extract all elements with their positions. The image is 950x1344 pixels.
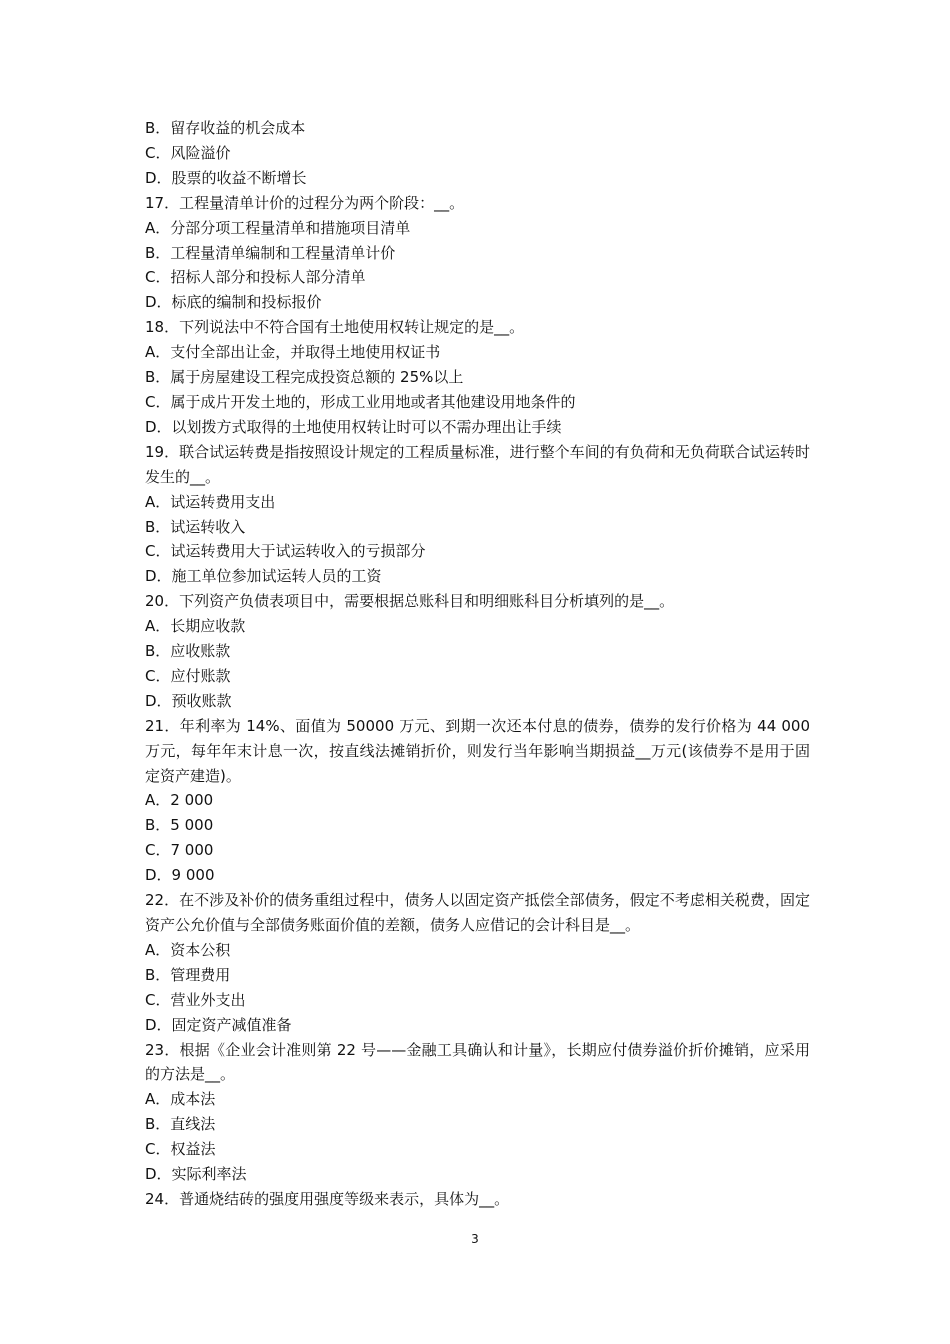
option-line: D．标底的编制和投标报价 xyxy=(145,293,322,312)
option-line: B．工程量清单编制和工程量清单计价 xyxy=(145,243,396,262)
option-line: C．7 000 xyxy=(145,841,214,860)
question-line: 23．根据《企业会计准则第 22 号——金融工具确认和计量》，长期应付债券溢价折价摊销，应采用的方法是__。 xyxy=(145,1040,810,1084)
page-body xyxy=(145,116,810,1212)
option-line: D．预收账款 xyxy=(145,691,232,710)
question-line: 18．下列说法中不符合国有土地使用权转让规定的是__。 xyxy=(145,318,525,337)
option-line: C．属于成片开发土地的，形成工业用地或者其他建设用地条件的 xyxy=(145,392,576,411)
option-line: B．留存收益的机会成本 xyxy=(145,119,306,137)
option-line: A．支付全部出让金，并取得土地使用权证书 xyxy=(145,343,441,362)
option-line: B．应收账款 xyxy=(145,642,231,661)
option-line: B．5 000 xyxy=(145,816,214,835)
option-line: B．属于房屋建设工程完成投资总额的 25%以上 xyxy=(145,368,464,387)
option-line: B．直线法 xyxy=(145,1115,216,1134)
option-line: A．成本法 xyxy=(145,1090,216,1109)
question-line: 21．年利率为 14%、面值为 50000 万元、到期一次还本付息的债券，债券的发行价格为 44 000 万元，每年年末计息一次，按直线法摊销折价，则发行当年影响当期损益__万元(该债券不是用于固定资产建造)。 xyxy=(145,716,810,785)
option-line: B．管理费用 xyxy=(145,965,231,984)
option-line: D．固定资产减值准备 xyxy=(145,1015,292,1034)
option-line: C．应付账款 xyxy=(145,666,231,685)
option-line: D．实际利率法 xyxy=(145,1165,247,1184)
option-line: A．试运转费用支出 xyxy=(145,492,276,511)
option-line: C．风险溢价 xyxy=(145,143,231,162)
option-line: C．权益法 xyxy=(145,1140,216,1159)
option-line: D．以划拨方式取得的土地使用权转让时可以不需办理出让手续 xyxy=(145,417,562,436)
option-line: C．招标人部分和投标人部分清单 xyxy=(145,268,366,287)
option-line: A．资本公积 xyxy=(145,940,231,959)
option-line: A．长期应收款 xyxy=(145,617,246,636)
page-number: 3 xyxy=(471,1232,479,1246)
question-line: 17．工程量清单计价的过程分为两个阶段：__。 xyxy=(145,193,465,212)
option-line: A．分部分项工程量清单和措施项目清单 xyxy=(145,218,411,237)
option-line: D．股票的收益不断增长 xyxy=(145,168,307,187)
option-line: A．2 000 xyxy=(145,791,214,810)
question-line: 24．普通烧结砖的强度用强度等级来表示，具体为__。 xyxy=(145,1189,510,1208)
option-line: C．营业外支出 xyxy=(145,990,246,1009)
question-line: 20．下列资产负债表项目中，需要根据总账科目和明细账科目分析填列的是__。 xyxy=(145,592,675,611)
option-line: D．9 000 xyxy=(145,866,215,885)
option-line: B．试运转收入 xyxy=(145,517,246,536)
option-line: C．试运转费用大于试运转收入的亏损部分 xyxy=(145,542,426,561)
question-line: 19．联合试运转费是指按照设计规定的工程质量标准，进行整个车间的有负荷和无负荷联合试运转时发生的__。 xyxy=(145,442,810,486)
question-line: 22．在不涉及补价的债务重组过程中，债务人以固定资产抵偿全部债务，假定不考虑相关税费，固定资产公允价值与全部债务账面价值的差额，债务人应借记的会计科目是__。 xyxy=(145,891,810,934)
option-line: D．施工单位参加试运转人员的工资 xyxy=(145,567,382,586)
